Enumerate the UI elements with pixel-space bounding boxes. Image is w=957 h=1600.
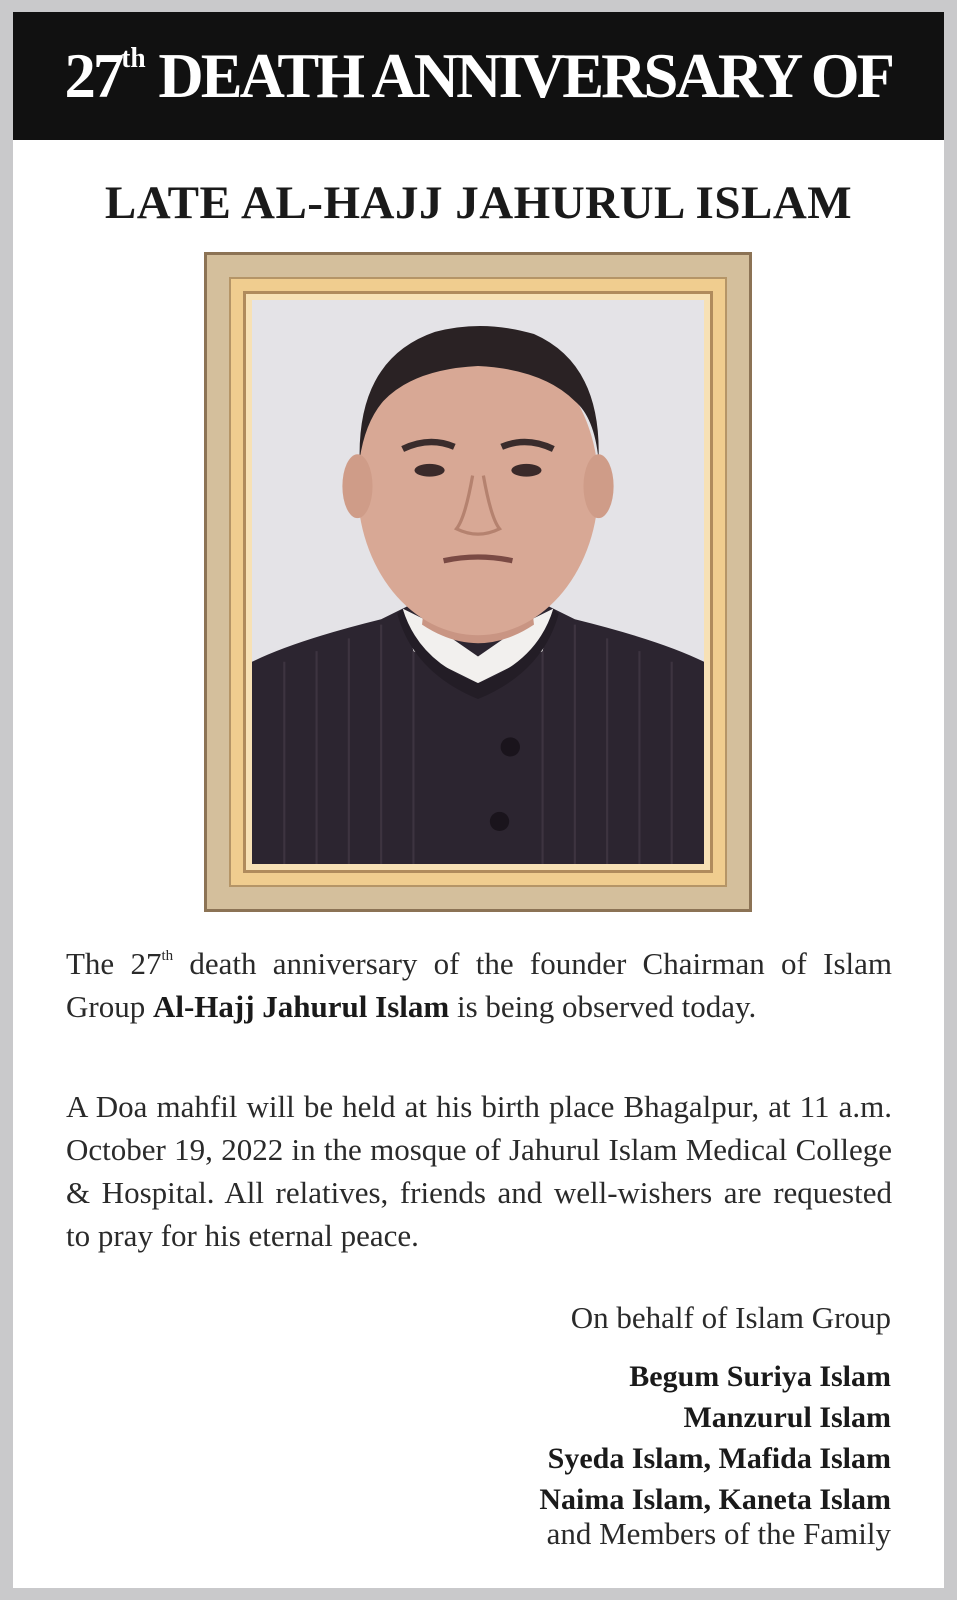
portrait-photo (252, 300, 704, 864)
signatory-name: Manzurul Islam (683, 1401, 891, 1434)
header-banner (13, 12, 944, 140)
notice-page (13, 12, 944, 1588)
frame-mat-inner (243, 291, 713, 873)
behalf-line: On behalf of Islam Group (570, 1300, 891, 1335)
frame-mat-outer (229, 277, 727, 887)
header-ordinal-number: 27 (64, 40, 122, 111)
paragraph-text-before: death anniversary of the founder Chairman of Islam Group (66, 946, 893, 1024)
closing-line: and Members of the Family (546, 1516, 891, 1551)
signatory-names (539, 1356, 891, 1520)
announcement-paragraph (66, 942, 892, 1028)
portrait-illustration (252, 300, 704, 864)
portrait-frame (204, 252, 752, 912)
doa-mahfil-paragraph: A Doa mahfil will be held at his birth place Bhagalpur, at 11 a.m. October 19, 2022 in the mosque of Jahurul Islam Medical College & Hospital. All relatives, friends and well-wishers are requested to pray for his eternal peace. (66, 1089, 892, 1253)
header-ordinal-suffix: th (121, 43, 146, 74)
deceased-name-title: LATE AL-HAJJ JAHURUL ISLAM (104, 177, 853, 229)
highlighted-name: Al-Hajj Jahurul Islam (152, 989, 450, 1024)
paragraph-lead: The 27 (66, 946, 162, 981)
signatory-name: Naima Islam, Kaneta Islam (539, 1483, 891, 1516)
signatory-name: Begum Suriya Islam (629, 1360, 891, 1393)
header-title-text: DEATH ANNIVERSARY OF (158, 40, 893, 111)
header-title (64, 40, 893, 111)
paragraph-lead-suffix: th (161, 948, 174, 964)
signatory-name: Syeda Islam, Mafida Islam (547, 1442, 891, 1475)
paragraph-text-after: is being observed today. (456, 989, 757, 1024)
